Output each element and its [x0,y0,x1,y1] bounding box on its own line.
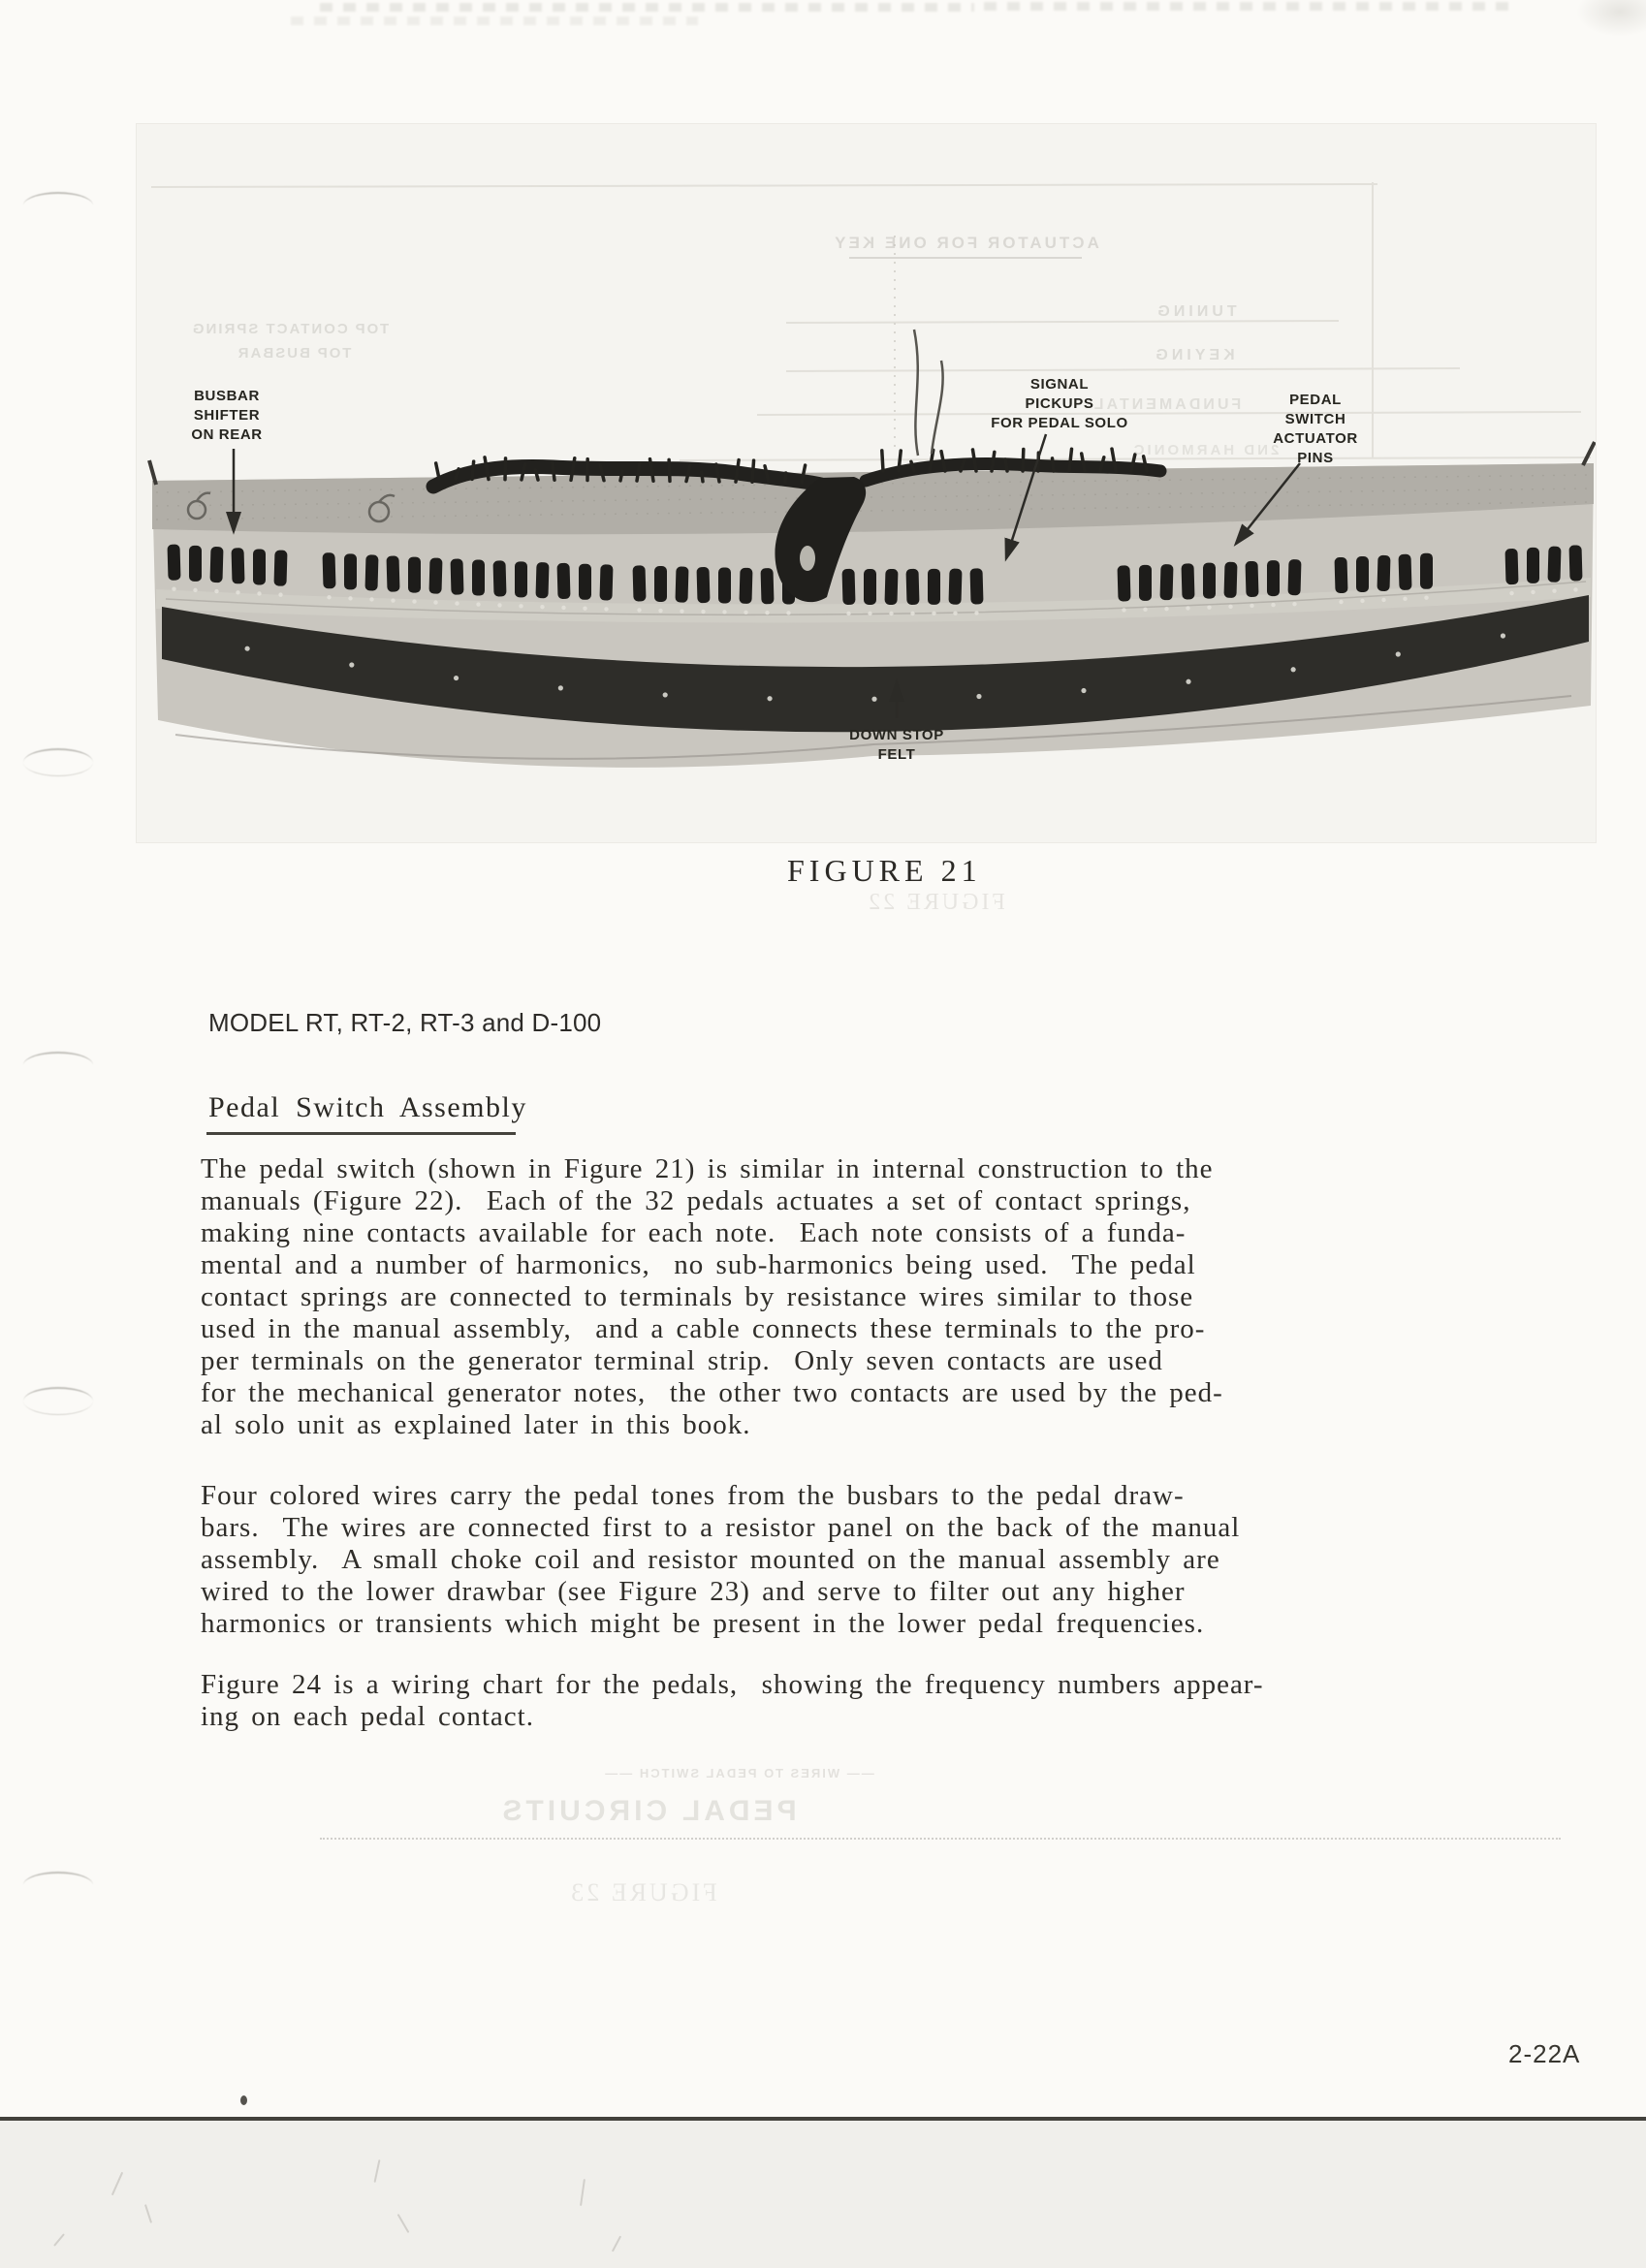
paragraph-2 [201,1480,1240,1640]
hole-punch-mark [23,192,93,219]
down-stop-felt-label [849,726,944,765]
paragraph-1 [201,1153,1223,1441]
bleedthrough-text: PEDAL CIRCUITS [498,1795,797,1827]
scan-corner-smudge [1576,0,1646,37]
hole-punch-mark [23,1052,93,1079]
text-line: PICKUPS [1025,395,1094,412]
bleedthrough-smudge [320,3,974,12]
text-line: making nine contacts available for each note. Each note consists of a funda- [201,1217,1187,1248]
heading-underline [206,1132,516,1135]
actuator-pins-label [1273,391,1358,468]
bleedthrough-text: FIGURE 23 [568,1878,717,1906]
next-page-edge [0,2121,1646,2268]
text-line: for the mechanical generator notes, the other two contacts are used by the ped- [201,1377,1223,1408]
text-line: FOR PEDAL SOLO [991,415,1128,431]
model-line: MODEL RT, RT-2, RT-3 and D-100 [208,1008,602,1037]
text-line: harmonics or transients which might be present in the lower pedal frequencies. [201,1608,1205,1639]
text-line: FELT [877,746,916,763]
text-line: mental and a number of harmonics, no sub-harmonics being used. The pedal [201,1249,1196,1280]
text-line: BUSBAR [194,388,260,404]
bleedthrough-text: ACTUATOR FOR ONE KEY [832,234,1099,252]
hole-punch-mark [23,1387,93,1415]
text-line: SIGNAL [1029,376,1090,393]
text-line: Four colored wires carry the pedal tones from the busbars to the pedal draw- [201,1480,1185,1511]
bleedthrough-text: TOP CONTACT SPRING [190,321,390,337]
signal-pickups-label [991,375,1127,433]
text-line: al solo unit as explained later in this book. [201,1409,751,1440]
figure-caption: FIGURE 21 [787,853,982,888]
hole-punch-mark [23,748,93,776]
text-line: Figure 24 is a wiring chart for the pedals, showing the frequency numbers appear- [201,1669,1264,1700]
bleedthrough-text: KEYING [1152,347,1235,363]
paragraph-3 [201,1669,1264,1733]
figure-21-photo [136,123,1597,843]
section-heading: Pedal Switch Assembly [208,1091,527,1123]
busbar-shifter-label [191,387,262,445]
text-line: ing on each pedal contact. [201,1701,534,1732]
text-line: wired to the lower drawbar (see Figure 23) and serve to filter out any higher [201,1576,1186,1607]
text-line: ACTUATOR [1273,430,1358,447]
bleedthrough-smudge [291,16,698,25]
text-line: ON REAR [191,426,263,443]
bleedthrough-smudge [984,2,1517,11]
bleedthrough-rule [320,1838,1561,1840]
text-line: bars. The wires are connected first to a resistor panel on the back of the manual [201,1512,1241,1543]
text-line: The pedal switch (shown in Figure 21) is similar in internal construction to the [201,1153,1214,1184]
text-line: manuals (Figure 22). Each of the 32 pedals actuates a set of contact springs, [201,1185,1191,1216]
bleedthrough-text: FIGURE 22 [866,890,1005,915]
text-line: PINS [1297,450,1334,466]
hole-punch-mark [23,1872,93,1899]
bleedthrough-text: 2ND HARMONIC [1130,442,1280,458]
bleedthrough-underline [849,257,1082,259]
text-line: used in the manual assembly, and a cable connects these terminals to the pro- [201,1313,1206,1344]
text-line: SWITCH [1284,411,1346,427]
bleedthrough-text: —— WIRES TO PEDAL SWITCH —— [603,1766,874,1780]
scan-speck [240,2095,247,2105]
bleedthrough-text: TOP BUSBAR [236,345,352,362]
text-line: per terminals on the generator terminal strip. Only seven contacts are used [201,1345,1163,1376]
text-line: SHIFTER [193,407,261,424]
page-number: 2-22A [1508,2039,1581,2068]
bleedthrough-text: TUNING [1154,303,1237,320]
bleedthrough-text: FUNDAMENTAL [1091,396,1242,413]
text-line: PEDAL [1289,392,1342,408]
text-line: contact springs are connected to terminals by resistance wires similar to those [201,1281,1194,1312]
text-line: DOWN STOP [849,727,944,743]
text-line: assembly. A small choke coil and resistor mounted on the manual assembly are [201,1544,1220,1575]
